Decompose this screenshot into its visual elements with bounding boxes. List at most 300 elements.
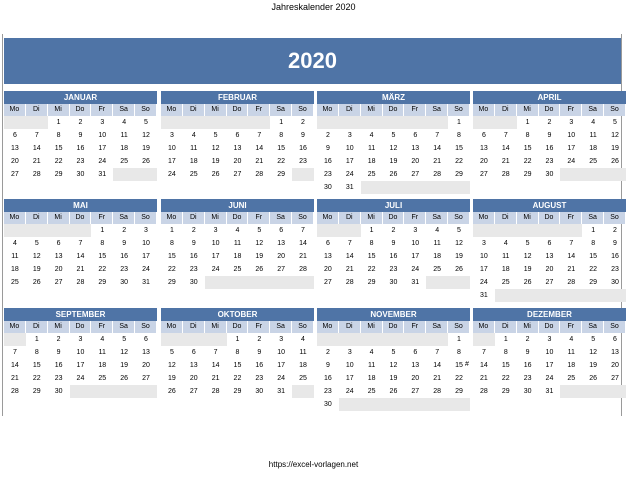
day-cell: 24 xyxy=(142,266,150,273)
day-cell: 9 xyxy=(525,349,530,356)
day-cell: 11 xyxy=(589,132,597,139)
empty-day-cell xyxy=(292,276,314,289)
day-cell: 4 xyxy=(503,240,508,247)
weekday-label: Di xyxy=(183,212,205,224)
day-cell: 18 xyxy=(233,253,242,260)
day-cell: 7 xyxy=(435,349,440,356)
day-cell: 23 xyxy=(545,158,554,165)
weekday-label: Fr xyxy=(560,212,582,224)
week-row xyxy=(473,359,626,372)
week-row xyxy=(473,168,626,181)
empty-day-cell xyxy=(161,116,183,129)
weekday-label: Do xyxy=(383,321,405,333)
day-cell: 27 xyxy=(54,279,63,286)
day-cell: 23 xyxy=(299,158,307,165)
day-cell: 22 xyxy=(523,158,532,165)
day-cell: 11 xyxy=(433,240,441,247)
weekday-label: So xyxy=(135,104,157,116)
day-cell: 30 xyxy=(120,279,129,286)
week-row xyxy=(473,263,626,276)
empty-day-cell xyxy=(448,181,470,194)
day-cell: 3 xyxy=(569,119,574,126)
day-cell: 5 xyxy=(525,240,530,247)
weekday-label: Mi xyxy=(48,104,70,116)
weekday-label: Mo xyxy=(4,321,26,333)
empty-day-cell xyxy=(404,398,426,411)
month-10 xyxy=(317,308,470,411)
weekday-label: Do xyxy=(70,212,92,224)
day-cell: 27 xyxy=(11,171,19,178)
day-cell: 22 xyxy=(277,158,286,165)
weekday-header-row xyxy=(4,104,157,116)
day-cell: 13 xyxy=(233,145,242,152)
day-cell: 9 xyxy=(547,132,552,139)
week-row xyxy=(473,224,626,237)
week-row xyxy=(4,224,157,237)
empty-day-cell xyxy=(26,224,48,237)
day-cell: 19 xyxy=(211,158,220,165)
week-row xyxy=(161,142,314,155)
day-cell: 26 xyxy=(611,158,619,165)
empty-day-cell xyxy=(383,333,405,346)
day-cell: 28 xyxy=(480,388,488,395)
day-cell: 17 xyxy=(480,266,488,273)
week-row xyxy=(317,333,470,346)
week-row xyxy=(473,346,626,359)
day-cell: 4 xyxy=(122,119,127,126)
month-name: JULI xyxy=(317,199,470,212)
day-cell: 22 xyxy=(233,375,242,382)
weekday-label: So xyxy=(604,104,626,116)
day-cell: 1 xyxy=(56,119,61,126)
day-cell: 30 xyxy=(611,279,619,286)
day-cell: 27 xyxy=(480,171,488,178)
weekday-label: Di xyxy=(183,104,205,116)
day-cell: 6 xyxy=(613,336,617,343)
day-cell: 12 xyxy=(32,253,41,260)
week-row xyxy=(473,237,626,250)
week-row xyxy=(473,116,626,129)
day-cell: 21 xyxy=(211,375,220,382)
empty-day-cell xyxy=(495,116,517,129)
day-cell: 15 xyxy=(501,362,510,369)
week-row xyxy=(4,142,157,155)
day-cell: 15 xyxy=(168,253,176,260)
day-cell: 2 xyxy=(122,227,127,234)
day-cell: 27 xyxy=(233,171,242,178)
empty-day-cell xyxy=(517,224,539,237)
day-cell: 25 xyxy=(501,279,510,286)
day-cell: 28 xyxy=(433,388,442,395)
day-cell: 13 xyxy=(411,145,420,152)
day-cell: 8 xyxy=(100,240,105,247)
empty-day-cell xyxy=(205,116,227,129)
footer-url[interactable]: https://excel-vorlagen.net xyxy=(268,460,359,469)
day-cell: 18 xyxy=(189,158,198,165)
weekday-label: Do xyxy=(539,104,561,116)
week-row xyxy=(4,263,157,276)
day-cell: 18 xyxy=(120,145,129,152)
empty-day-cell xyxy=(582,168,604,181)
day-cell: 1 xyxy=(591,227,596,234)
day-cell: 26 xyxy=(523,279,532,286)
weekday-label: So xyxy=(292,104,314,116)
empty-day-cell xyxy=(473,224,495,237)
week-row xyxy=(317,142,470,155)
day-cell: 10 xyxy=(345,362,354,369)
day-cell: 17 xyxy=(345,375,354,382)
weekday-label: Sa xyxy=(113,104,135,116)
day-cell: 5 xyxy=(213,132,218,139)
day-cell: 24 xyxy=(76,375,85,382)
week-row xyxy=(317,276,470,289)
day-cell: 9 xyxy=(56,349,61,356)
empty-day-cell xyxy=(317,116,339,129)
day-cell: 9 xyxy=(325,362,330,369)
weekday-label: Fr xyxy=(560,104,582,116)
weekday-label: Fr xyxy=(560,321,582,333)
day-cell: 21 xyxy=(299,253,307,260)
day-cell: 26 xyxy=(389,388,398,395)
empty-day-cell xyxy=(161,333,183,346)
empty-day-cell xyxy=(473,333,495,346)
empty-day-cell xyxy=(227,276,249,289)
day-cell: 7 xyxy=(34,132,39,139)
day-cell: 9 xyxy=(78,132,83,139)
day-cell: 8 xyxy=(34,349,39,356)
month-name: JUNI xyxy=(161,199,314,212)
day-cell: 24 xyxy=(211,266,220,273)
day-cell: 16 xyxy=(389,253,398,260)
day-cell: 1 xyxy=(503,336,508,343)
day-cell: 15 xyxy=(54,145,63,152)
empty-day-cell xyxy=(448,276,470,289)
week-row xyxy=(161,116,314,129)
day-cell: 2 xyxy=(547,119,552,126)
day-cell: 27 xyxy=(142,375,150,382)
day-cell: 1 xyxy=(369,227,374,234)
weekday-label: Fr xyxy=(91,321,113,333)
day-cell: 10 xyxy=(211,240,220,247)
day-cell: 12 xyxy=(389,362,398,369)
weekday-label: Fr xyxy=(248,321,270,333)
day-cell: 28 xyxy=(501,171,510,178)
day-cell: 19 xyxy=(523,266,532,273)
day-cell: 3 xyxy=(547,336,552,343)
day-cell: 6 xyxy=(191,349,196,356)
day-cell: 27 xyxy=(545,279,554,286)
day-cell: 21 xyxy=(345,266,354,273)
day-cell: 22 xyxy=(455,158,463,165)
day-cell: 14 xyxy=(76,253,85,260)
week-row xyxy=(317,224,470,237)
day-cell: 21 xyxy=(501,158,510,165)
empty-day-cell xyxy=(339,333,361,346)
day-cell: 19 xyxy=(168,375,176,382)
day-cell: 7 xyxy=(213,349,218,356)
day-cell: 13 xyxy=(480,145,488,152)
day-cell: 15 xyxy=(523,145,532,152)
day-cell: 26 xyxy=(255,266,264,273)
day-cell: 24 xyxy=(411,266,420,273)
day-cell: 20 xyxy=(324,266,332,273)
weekday-label: Fr xyxy=(404,104,426,116)
day-cell: 16 xyxy=(545,145,554,152)
empty-day-cell xyxy=(205,333,227,346)
day-cell: 8 xyxy=(457,132,461,139)
day-cell: 14 xyxy=(345,253,354,260)
month-5 xyxy=(161,199,314,289)
weekday-header-row xyxy=(161,104,314,116)
weekday-label: Mo xyxy=(4,212,26,224)
day-cell: 15 xyxy=(277,145,286,152)
day-cell: 3 xyxy=(279,336,284,343)
day-cell: 16 xyxy=(299,145,307,152)
month-name: DEZEMBER xyxy=(473,308,626,321)
day-cell: 29 xyxy=(589,279,598,286)
day-cell: 4 xyxy=(301,336,305,343)
day-cell: 4 xyxy=(12,240,17,247)
empty-day-cell xyxy=(26,116,48,129)
day-cell: 5 xyxy=(144,119,148,126)
day-cell: 29 xyxy=(455,171,463,178)
weekday-label: Do xyxy=(383,212,405,224)
week-row xyxy=(161,385,314,398)
day-cell: 24 xyxy=(345,171,354,178)
week-row xyxy=(4,333,157,346)
week-row xyxy=(4,116,157,129)
month-9 xyxy=(161,308,314,398)
weekday-label: Fr xyxy=(91,104,113,116)
weekday-header-row xyxy=(161,321,314,333)
empty-day-cell xyxy=(383,181,405,194)
week-row xyxy=(4,276,157,289)
day-cell: 15 xyxy=(455,145,463,152)
day-cell: 6 xyxy=(547,240,552,247)
week-row xyxy=(317,398,470,411)
empty-day-cell xyxy=(517,289,539,302)
day-cell: 28 xyxy=(255,171,264,178)
day-cell: 4 xyxy=(435,227,440,234)
day-cell: 11 xyxy=(98,349,106,356)
day-cell: 19 xyxy=(142,145,150,152)
day-cell: 21 xyxy=(433,158,442,165)
day-cell: 12 xyxy=(255,240,264,247)
empty-day-cell xyxy=(317,333,339,346)
week-row xyxy=(4,372,157,385)
day-cell: 27 xyxy=(611,375,619,382)
month-3 xyxy=(473,91,626,181)
empty-day-cell xyxy=(560,289,582,302)
day-cell: 20 xyxy=(611,362,619,369)
day-cell: 6 xyxy=(413,349,418,356)
day-cell: 29 xyxy=(233,388,242,395)
weekday-label: Di xyxy=(26,321,48,333)
day-cell: 7 xyxy=(78,240,83,247)
week-row xyxy=(161,372,314,385)
weekday-header-row xyxy=(4,321,157,333)
day-cell: 9 xyxy=(325,145,330,152)
weekday-label: Mi xyxy=(205,104,227,116)
day-cell: 24 xyxy=(168,171,176,178)
day-cell: 7 xyxy=(435,132,440,139)
day-cell: 23 xyxy=(389,266,398,273)
week-row xyxy=(4,155,157,168)
day-cell: 25 xyxy=(98,375,107,382)
week-row xyxy=(161,250,314,263)
day-cell: 19 xyxy=(389,375,398,382)
day-cell: 6 xyxy=(235,132,240,139)
empty-day-cell xyxy=(292,168,314,181)
week-row xyxy=(317,116,470,129)
day-cell: 18 xyxy=(589,145,598,152)
day-cell: 10 xyxy=(142,240,150,247)
day-cell: 4 xyxy=(591,119,596,126)
day-cell: 28 xyxy=(211,388,220,395)
empty-day-cell xyxy=(248,116,270,129)
day-cell: 26 xyxy=(142,158,150,165)
weekday-header-row xyxy=(473,104,626,116)
weekday-label: Mi xyxy=(361,212,383,224)
day-cell: 25 xyxy=(120,158,129,165)
day-cell: 7 xyxy=(257,132,262,139)
day-cell: 8 xyxy=(369,240,374,247)
weekday-label: Mi xyxy=(361,321,383,333)
day-cell: 17 xyxy=(567,145,576,152)
day-cell: 3 xyxy=(213,227,218,234)
day-cell: 25 xyxy=(11,279,19,286)
week-row xyxy=(473,289,626,302)
weekday-label: Sa xyxy=(426,104,448,116)
day-cell: 19 xyxy=(455,253,463,260)
month-name: NOVEMBER xyxy=(317,308,470,321)
empty-day-cell xyxy=(270,276,292,289)
day-cell: 25 xyxy=(233,266,242,273)
day-cell: 24 xyxy=(480,279,488,286)
year-banner: 2020 xyxy=(4,38,621,84)
day-cell: 18 xyxy=(567,362,576,369)
day-cell: 15 xyxy=(589,253,598,260)
month-8 xyxy=(4,308,157,398)
empty-day-cell xyxy=(339,224,361,237)
day-cell: 25 xyxy=(433,266,442,273)
day-cell: 27 xyxy=(277,266,286,273)
weekday-header-row xyxy=(473,212,626,224)
day-cell: 20 xyxy=(411,375,420,382)
empty-day-cell xyxy=(383,116,405,129)
empty-day-cell xyxy=(383,398,405,411)
empty-day-cell xyxy=(426,181,448,194)
day-cell: 17 xyxy=(168,158,176,165)
day-cell: 5 xyxy=(591,336,596,343)
empty-day-cell xyxy=(339,116,361,129)
day-cell: 30 xyxy=(389,279,398,286)
weekday-label: Fr xyxy=(404,321,426,333)
day-cell: 30 xyxy=(523,388,532,395)
month-name: FEBRUAR xyxy=(161,91,314,104)
week-row xyxy=(161,155,314,168)
day-cell: 7 xyxy=(301,227,305,234)
empty-day-cell xyxy=(361,333,383,346)
day-cell: 25 xyxy=(567,375,576,382)
day-cell: 13 xyxy=(545,253,554,260)
day-cell: 8 xyxy=(169,240,174,247)
week-row xyxy=(473,333,626,346)
week-row xyxy=(317,155,470,168)
day-cell: 6 xyxy=(279,227,284,234)
weekday-header-row xyxy=(4,212,157,224)
day-cell: 28 xyxy=(433,171,442,178)
empty-day-cell xyxy=(183,333,205,346)
day-cell: 31 xyxy=(545,388,554,395)
day-cell: 2 xyxy=(301,119,305,126)
day-cell: 21 xyxy=(11,375,19,382)
day-cell: 20 xyxy=(277,253,286,260)
empty-day-cell xyxy=(582,385,604,398)
day-cell: 8 xyxy=(279,132,284,139)
month-name: SEPTEMBER xyxy=(4,308,157,321)
week-row xyxy=(161,168,314,181)
day-cell: 9 xyxy=(391,240,396,247)
day-cell: 23 xyxy=(189,266,198,273)
weekday-label: So xyxy=(604,321,626,333)
weekday-header-row xyxy=(317,212,470,224)
weekday-header-row xyxy=(161,212,314,224)
day-cell: 10 xyxy=(545,349,554,356)
empty-day-cell xyxy=(227,116,249,129)
day-cell: 18 xyxy=(433,253,442,260)
weekday-label: Mo xyxy=(473,321,495,333)
day-cell: 3 xyxy=(347,349,352,356)
day-cell: 30 xyxy=(545,171,554,178)
day-cell: 6 xyxy=(56,240,61,247)
weekday-label: Sa xyxy=(113,212,135,224)
day-cell: 20 xyxy=(142,362,150,369)
day-cell: 24 xyxy=(345,388,354,395)
day-cell: 12 xyxy=(589,349,598,356)
empty-day-cell xyxy=(404,116,426,129)
day-cell: 20 xyxy=(54,266,63,273)
day-cell: 8 xyxy=(591,240,596,247)
day-cell: 6 xyxy=(325,240,330,247)
day-cell: 5 xyxy=(257,227,262,234)
day-cell: 3 xyxy=(413,227,418,234)
day-cell: 4 xyxy=(100,336,105,343)
day-cell: 8 xyxy=(503,349,508,356)
day-cell: 3 xyxy=(347,132,352,139)
day-cell: 16 xyxy=(611,253,619,260)
day-cell: 19 xyxy=(589,362,598,369)
day-cell: 17 xyxy=(98,145,107,152)
day-cell: 2 xyxy=(78,119,83,126)
weekday-label: Sa xyxy=(582,212,604,224)
day-cell: 23 xyxy=(324,171,332,178)
empty-day-cell xyxy=(135,385,157,398)
empty-day-cell xyxy=(539,289,561,302)
day-cell: 13 xyxy=(324,253,332,260)
day-cell: 30 xyxy=(54,388,63,395)
weekday-label: Mi xyxy=(48,321,70,333)
weekday-label: Di xyxy=(26,212,48,224)
week-row xyxy=(473,276,626,289)
day-cell: 14 xyxy=(567,253,576,260)
empty-day-cell xyxy=(426,398,448,411)
day-cell: 1 xyxy=(169,227,174,234)
day-cell: 3 xyxy=(169,132,174,139)
day-cell: 26 xyxy=(211,171,220,178)
month-name: JANUAR xyxy=(4,91,157,104)
month-0 xyxy=(4,91,157,181)
